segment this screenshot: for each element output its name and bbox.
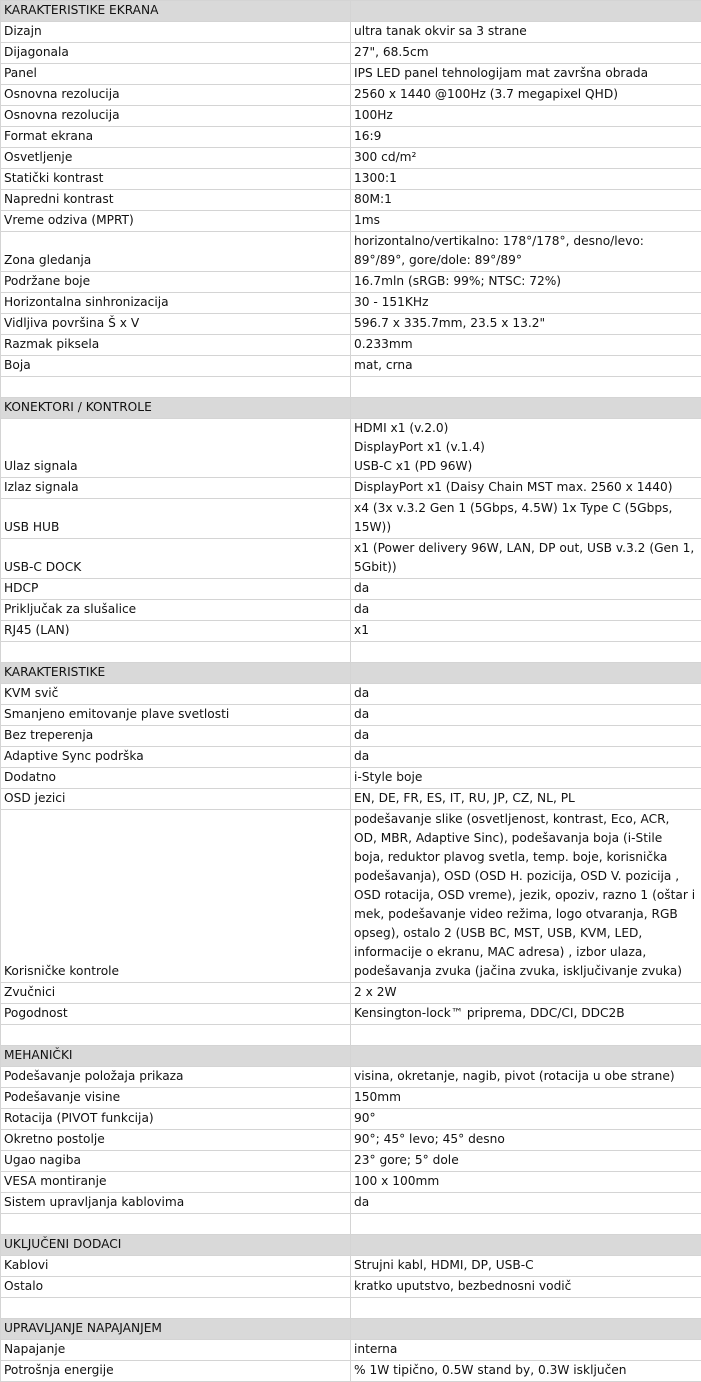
spec-label: Izlaz signala bbox=[1, 478, 351, 499]
spec-value: da bbox=[351, 747, 701, 768]
spec-label: Boja bbox=[1, 356, 351, 377]
spec-label: Osnovna rezolucija bbox=[1, 106, 351, 127]
spec-label: Format ekrana bbox=[1, 127, 351, 148]
spec-value: kratko uputstvo, bezbednosni vodič bbox=[351, 1277, 701, 1298]
spec-row bbox=[1, 768, 701, 789]
spec-row bbox=[1, 1109, 701, 1130]
spec-row bbox=[1, 478, 701, 499]
spec-row bbox=[1, 810, 701, 983]
spec-value: Strujni kabl, HDMI, DP, USB-C bbox=[351, 1256, 701, 1277]
spacer-row bbox=[1, 1298, 701, 1319]
spec-label: Statički kontrast bbox=[1, 169, 351, 190]
section-title: UPRAVLJANJE NAPAJANJEM bbox=[1, 1319, 351, 1340]
spacer-row bbox=[1, 642, 701, 663]
spec-value: x4 (3x v.3.2 Gen 1 (5Gbps, 4.5W) 1x Type C (5Gbps, 15W)) bbox=[351, 499, 701, 539]
spec-value: da bbox=[351, 684, 701, 705]
spec-value: podešavanje slike (osvetljenost, kontrast, Eco, ACR, OD, MBR, Adaptive Sinc), podešavanja boja (i-Stile boja, reduktor plavog svetla, temp. boje, korisnička podešavanja), OSD (OSD H. pozicija, OSD V. pozicija , OSD rotacija, OSD vreme), jezik, opoziv, razno 1 (oštar i mek, podešavanje video režima, logo otvaranja, RGB opseg), ostalo 2 (USB BC, MST, USB, KVM, LED, informacije o ekranu, MAC adresa) , izbor ulaza, podešavanja zvuka (jačina zvuka, isključivanje zvuka) bbox=[351, 810, 701, 983]
spacer-cell bbox=[1, 642, 351, 663]
section-header-empty-cell bbox=[351, 1046, 701, 1067]
spec-value: da bbox=[351, 579, 701, 600]
spacer-cell bbox=[351, 1298, 701, 1319]
section-title: KONEKTORI / KONTROLE bbox=[1, 398, 351, 419]
spec-label: Vidljiva površina Š x V bbox=[1, 314, 351, 335]
spec-row bbox=[1, 232, 701, 272]
spec-label: Dijagonala bbox=[1, 43, 351, 64]
spec-row bbox=[1, 1067, 701, 1088]
spec-label: Kablovi bbox=[1, 1256, 351, 1277]
spec-label: Osvetljenje bbox=[1, 148, 351, 169]
spec-row bbox=[1, 1277, 701, 1298]
spec-value: x1 bbox=[351, 621, 701, 642]
spec-label: Osnovna rezolucija bbox=[1, 85, 351, 106]
spec-label: Podešavanje položaja prikaza bbox=[1, 1067, 351, 1088]
spec-label: Dodatno bbox=[1, 768, 351, 789]
spec-label: Smanjeno emitovanje plave svetlosti bbox=[1, 705, 351, 726]
spec-row bbox=[1, 314, 701, 335]
spacer-cell bbox=[1, 1214, 351, 1235]
section-title: UKLJUČENI DODACI bbox=[1, 1235, 351, 1256]
spec-row bbox=[1, 1361, 701, 1382]
spacer-row bbox=[1, 377, 701, 398]
spec-row bbox=[1, 85, 701, 106]
spec-row bbox=[1, 335, 701, 356]
spacer-cell bbox=[351, 1025, 701, 1046]
spec-value: EN, DE, FR, ES, IT, RU, JP, CZ, NL, PL bbox=[351, 789, 701, 810]
spec-row bbox=[1, 1340, 701, 1361]
spec-value: horizontalno/vertikalno: 178°/178°, desno/levo: 89°/89°, gore/dole: 89°/89° bbox=[351, 232, 701, 272]
spec-value: 16.7mln (sRGB: 99%; NTSC: 72%) bbox=[351, 272, 701, 293]
spec-value: 596.7 x 335.7mm, 23.5 x 13.2" bbox=[351, 314, 701, 335]
spec-label: Horizontalna sinhronizacija bbox=[1, 293, 351, 314]
spec-value: 90° bbox=[351, 1109, 701, 1130]
spec-value: 2 x 2W bbox=[351, 983, 701, 1004]
spec-row bbox=[1, 43, 701, 64]
spec-row bbox=[1, 499, 701, 539]
spec-row bbox=[1, 356, 701, 377]
spec-label: Korisničke kontrole bbox=[1, 810, 351, 983]
spec-value: 300 cd/m² bbox=[351, 148, 701, 169]
section-title: KARAKTERISTIKE EKRANA bbox=[1, 1, 351, 22]
spec-label: Razmak piksela bbox=[1, 335, 351, 356]
spec-label: Priključak za slušalice bbox=[1, 600, 351, 621]
spec-value: 1ms bbox=[351, 211, 701, 232]
spec-value: visina, okretanje, nagib, pivot (rotacija u obe strane) bbox=[351, 1067, 701, 1088]
spec-label: Okretno postolje bbox=[1, 1130, 351, 1151]
section-header-row bbox=[1, 398, 701, 419]
spec-row bbox=[1, 148, 701, 169]
spec-value: HDMI x1 (v.2.0) DisplayPort x1 (v.1.4) USB-C x1 (PD 96W) bbox=[351, 419, 701, 478]
spec-row bbox=[1, 211, 701, 232]
spec-row bbox=[1, 106, 701, 127]
spec-value: 1300:1 bbox=[351, 169, 701, 190]
section-header-empty-cell bbox=[351, 398, 701, 419]
spec-value: DisplayPort x1 (Daisy Chain MST max. 2560 x 1440) bbox=[351, 478, 701, 499]
spec-value: mat, crna bbox=[351, 356, 701, 377]
spacer-cell bbox=[1, 1298, 351, 1319]
spec-value: x1 (Power delivery 96W, LAN, DP out, USB v.3.2 (Gen 1, 5Gbit)) bbox=[351, 539, 701, 579]
spacer-cell bbox=[1, 377, 351, 398]
section-header-empty-cell bbox=[351, 663, 701, 684]
spec-value: 100Hz bbox=[351, 106, 701, 127]
spec-row bbox=[1, 726, 701, 747]
spacer-cell bbox=[351, 1214, 701, 1235]
spec-label: Zona gledanja bbox=[1, 232, 351, 272]
spec-row bbox=[1, 1193, 701, 1214]
spec-row bbox=[1, 169, 701, 190]
spec-label: Napredni kontrast bbox=[1, 190, 351, 211]
section-header-empty-cell bbox=[351, 1235, 701, 1256]
spec-label: OSD jezici bbox=[1, 789, 351, 810]
spec-value: 80M:1 bbox=[351, 190, 701, 211]
spacer-row bbox=[1, 1214, 701, 1235]
spec-label: Ugao nagiba bbox=[1, 1151, 351, 1172]
spec-row bbox=[1, 1004, 701, 1025]
spec-label: Vreme odziva (MPRT) bbox=[1, 211, 351, 232]
section-header-row bbox=[1, 663, 701, 684]
spec-value: 90°; 45° levo; 45° desno bbox=[351, 1130, 701, 1151]
section-header-row bbox=[1, 1319, 701, 1340]
spec-row bbox=[1, 1172, 701, 1193]
spec-value: da bbox=[351, 705, 701, 726]
spec-label: Potrošnja energije bbox=[1, 1361, 351, 1382]
spec-row bbox=[1, 684, 701, 705]
spec-row bbox=[1, 64, 701, 85]
section-header-empty-cell bbox=[351, 1, 701, 22]
spec-value: da bbox=[351, 726, 701, 747]
spec-row bbox=[1, 747, 701, 768]
spec-row bbox=[1, 539, 701, 579]
spec-value: 150mm bbox=[351, 1088, 701, 1109]
spec-label: Podešavanje visine bbox=[1, 1088, 351, 1109]
spec-label: Adaptive Sync podrška bbox=[1, 747, 351, 768]
spacer-row bbox=[1, 1025, 701, 1046]
spec-label: HDCP bbox=[1, 579, 351, 600]
spec-label: Dizajn bbox=[1, 22, 351, 43]
spec-label: Sistem upravljanja kablovima bbox=[1, 1193, 351, 1214]
spec-row bbox=[1, 419, 701, 478]
spec-label: Ulaz signala bbox=[1, 419, 351, 478]
spec-label: USB-C DOCK bbox=[1, 539, 351, 579]
spec-row bbox=[1, 1088, 701, 1109]
spec-label: VESA montiranje bbox=[1, 1172, 351, 1193]
spec-row bbox=[1, 621, 701, 642]
spec-row bbox=[1, 22, 701, 43]
spec-row bbox=[1, 1256, 701, 1277]
spec-row bbox=[1, 272, 701, 293]
spec-label: USB HUB bbox=[1, 499, 351, 539]
spec-label: Napajanje bbox=[1, 1340, 351, 1361]
spec-row bbox=[1, 1130, 701, 1151]
spec-label: KVM svič bbox=[1, 684, 351, 705]
spec-value: 27", 68.5cm bbox=[351, 43, 701, 64]
spec-value: ultra tanak okvir sa 3 strane bbox=[351, 22, 701, 43]
spacer-cell bbox=[351, 642, 701, 663]
spec-label: Podržane boje bbox=[1, 272, 351, 293]
spec-row bbox=[1, 190, 701, 211]
spec-label: Rotacija (PIVOT funkcija) bbox=[1, 1109, 351, 1130]
spec-value: i-Style boje bbox=[351, 768, 701, 789]
spec-row bbox=[1, 579, 701, 600]
spec-table-body bbox=[1, 1, 701, 1382]
spec-label: Bez treperenja bbox=[1, 726, 351, 747]
spec-row bbox=[1, 293, 701, 314]
spec-row bbox=[1, 1151, 701, 1172]
section-title: MEHANIČKI bbox=[1, 1046, 351, 1067]
section-header-row bbox=[1, 1235, 701, 1256]
spec-value: 23° gore; 5° dole bbox=[351, 1151, 701, 1172]
spec-value: 30 - 151KHz bbox=[351, 293, 701, 314]
spacer-cell bbox=[1, 1025, 351, 1046]
spec-value: 100 x 100mm bbox=[351, 1172, 701, 1193]
section-header-empty-cell bbox=[351, 1319, 701, 1340]
spacer-cell bbox=[351, 377, 701, 398]
spec-row bbox=[1, 600, 701, 621]
spec-value: Kensington-lock™ priprema, DDC/CI, DDC2B bbox=[351, 1004, 701, 1025]
section-header-row bbox=[1, 1, 701, 22]
spec-label: Panel bbox=[1, 64, 351, 85]
spec-label: RJ45 (LAN) bbox=[1, 621, 351, 642]
spec-value: 16:9 bbox=[351, 127, 701, 148]
spec-label: Ostalo bbox=[1, 1277, 351, 1298]
spec-value: da bbox=[351, 1193, 701, 1214]
spec-label: Zvučnici bbox=[1, 983, 351, 1004]
spec-value: % 1W tipično, 0.5W stand by, 0.3W isključen bbox=[351, 1361, 701, 1382]
spec-row bbox=[1, 983, 701, 1004]
spec-value: 2560 x 1440 @100Hz (3.7 megapixel QHD) bbox=[351, 85, 701, 106]
spec-row bbox=[1, 789, 701, 810]
spec-row bbox=[1, 705, 701, 726]
spec-label: Pogodnost bbox=[1, 1004, 351, 1025]
section-header-row bbox=[1, 1046, 701, 1067]
spec-value: IPS LED panel tehnologijam mat završna obrada bbox=[351, 64, 701, 85]
spec-value: interna bbox=[351, 1340, 701, 1361]
spec-value: da bbox=[351, 600, 701, 621]
spec-value: 0.233mm bbox=[351, 335, 701, 356]
section-title: KARAKTERISTIKE bbox=[1, 663, 351, 684]
spec-row bbox=[1, 127, 701, 148]
